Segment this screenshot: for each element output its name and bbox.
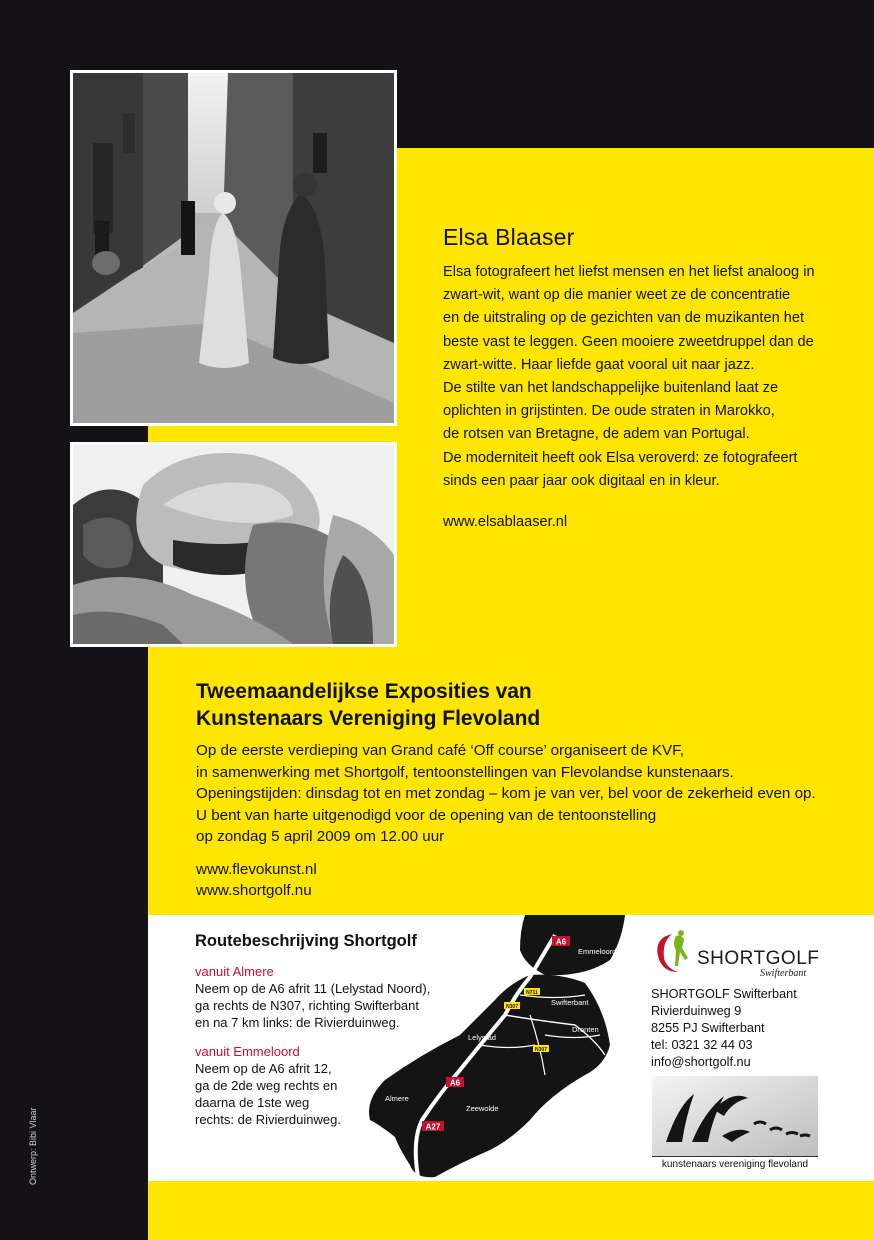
shortgolf-brand: SHORTGOLF — [697, 948, 820, 969]
map-label-swifterbant: Swifterbant — [551, 998, 589, 1007]
bio-line: beste vast te leggen. Geen mooiere zweetdruppel dan de — [443, 333, 814, 350]
exhibition-line: U bent van harte uitgenodigd voor de opening van de tentoonstelling — [196, 806, 657, 824]
contact-street: Rivierduinweg 9 — [651, 1004, 742, 1018]
golfer-figure-icon — [674, 936, 688, 967]
bio-line: en de uitstraling op de gezichten van de muzikanten het — [443, 310, 805, 327]
route-line: daarna de 1ste weg — [195, 1095, 310, 1110]
map-label-almere: Almere — [385, 1094, 409, 1103]
kvf-logo — [652, 1076, 818, 1156]
design-credit: Ontwerp: Bibi Vlaar — [28, 1107, 38, 1185]
exhibition-links — [196, 859, 856, 901]
route-map — [360, 915, 642, 1181]
exhibition-text — [196, 740, 856, 848]
map-n307-label-a: N307 — [506, 1003, 518, 1010]
shortgolf-link[interactable]: www.shortgolf.nu — [196, 881, 312, 899]
route-heading-emmeloord: vanuit Emmeloord — [195, 1044, 300, 1059]
exhibition-line: op zondag 5 april 2009 om 12.00 uur — [196, 828, 445, 845]
kvf-divider — [652, 1156, 818, 1157]
route-line: ga de 2de weg rechts en — [195, 1078, 338, 1093]
map-n307-label-b: N307 — [535, 1046, 547, 1053]
rocks-photo — [70, 442, 397, 647]
flevokunst-link[interactable]: www.flevokunst.nl — [196, 860, 317, 878]
bio-section — [443, 224, 843, 530]
route-line: Neem op de A6 afrit 12, — [195, 1061, 332, 1076]
exhibition-title-line: Kunstenaars Vereniging Flevoland — [196, 707, 541, 730]
street-photo — [70, 70, 397, 426]
map-a27-label: A27 — [425, 1122, 441, 1132]
route-heading-almere: vanuit Almere — [195, 964, 274, 979]
exhibition-line: Op de eerste verdieping van Grand café ‘Off course’ organiseert de KVF, — [196, 742, 684, 759]
contact-phone: tel: 0321 32 44 03 — [651, 1038, 753, 1052]
kvf-name: kunstenaars vereniging flevoland — [661, 1159, 809, 1170]
bio-text — [443, 261, 843, 493]
map-label-lelystad: Lelystad — [468, 1033, 496, 1042]
map-label-dronten: Dronten — [572, 1025, 599, 1034]
map-label-zeewolde: Zeewolde — [466, 1104, 499, 1113]
bio-line: De stilte van het landschappelijke buitenland laat ze — [443, 380, 779, 397]
bio-title: Elsa Blaaser — [443, 224, 575, 250]
route-line: ga rechts de N307, richting Swifterbant — [195, 998, 420, 1013]
map-label-emmeloord: Emmeloord — [578, 947, 617, 956]
map-a6-label-top: A6 — [555, 937, 567, 947]
route-line: Neem op de A6 afrit 11 (Lelystad Noord), — [195, 981, 431, 996]
route-line: rechts: de Rivierduinweg. — [195, 1112, 341, 1127]
bio-line: zwart-wit, want op die manier weet ze de concentratie — [443, 287, 791, 304]
bio-line: sinds een paar jaar ook digitaal en in kleur. — [443, 472, 720, 489]
yellow-panel-bottom — [148, 1181, 874, 1240]
bio-website-link[interactable]: www.elsablaaser.nl — [443, 514, 568, 531]
exhibition-title — [196, 678, 856, 732]
contact-email[interactable]: info@shortgolf.nu — [651, 1055, 751, 1069]
shortgolf-contact — [651, 986, 797, 1071]
exhibition-section — [196, 678, 856, 901]
map-a6-label-mid: A6 — [449, 1078, 461, 1088]
route-line: en na 7 km links: de Rivierduinweg. — [195, 1015, 400, 1030]
bio-line: de rotsen van Bretagne, de adem van Portugal. — [443, 426, 750, 443]
exhibition-title-line: Tweemaandelijkse Exposities van — [196, 680, 532, 703]
bio-line: zwart-witte. Haar liefde gaat vooral uit naar jazz. — [443, 356, 755, 373]
bio-line: oplichten in grijstinten. De oude straten in Marokko, — [443, 403, 775, 420]
map-n711-label: N711 — [526, 989, 538, 996]
contact-postal: 8255 PJ Swifterbant — [651, 1021, 765, 1035]
shortgolf-subtitle: Swifterbant — [760, 968, 807, 979]
bio-line: Elsa fotografeert het liefst mensen en het liefst analoog in — [443, 264, 815, 280]
exhibition-line: Openingstijden: dinsdag tot en met zondag – kom je van ver, bel voor de zekerheid even op. — [196, 785, 816, 802]
exhibition-line: in samenwerking met Shortgolf, tentoonstellingen van Flevolandse kunstenaars. — [196, 763, 734, 781]
contact-name: SHORTGOLF Swifterbant — [651, 987, 797, 1001]
bio-line: De moderniteit heeft ook Elsa veroverd: ze fotografeert — [443, 449, 798, 466]
route-title: Routebeschrijving Shortgolf — [195, 932, 417, 950]
